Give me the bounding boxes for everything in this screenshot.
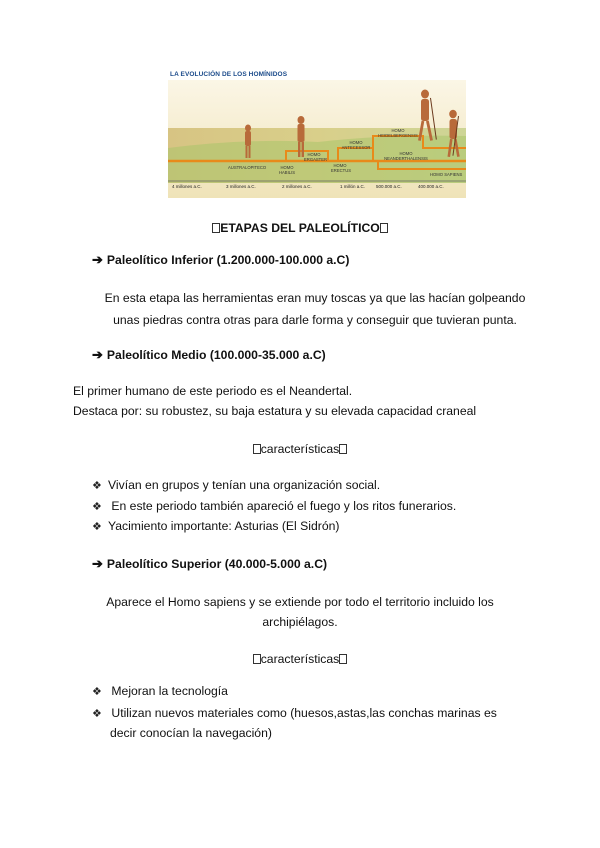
box-glyph-icon: [339, 654, 347, 664]
label-homo-neanderthalensis: HOMO NEANDERTHALENSIS: [384, 151, 428, 161]
superior-subheading: características: [0, 649, 600, 669]
arrow-right-icon: ➔: [92, 347, 103, 362]
diamond-bullet-icon: ❖: [92, 480, 102, 492]
arrow-right-icon: ➔: [92, 556, 103, 571]
superior-bullet-2: ❖ Utilizan nuevos materiales como (huesos,astas,las conchas marinas es: [92, 703, 497, 724]
medio-bullet-3: ❖ Yacimiento importante: Asturias (El Sidrón): [92, 516, 339, 537]
label-homo-habilis: HOMO HABILIS: [278, 165, 296, 175]
tick-4-millones: 4 millones a.C.: [172, 184, 202, 189]
diamond-bullet-icon: ❖: [92, 501, 102, 513]
label-homo-antecessor: HOMO ANTECESSOR: [341, 140, 371, 150]
inferior-paragraph-line2: unas piedras contra otras para darle forma y conseguir que tuvieran punta.: [113, 313, 517, 327]
medio-bullet-2: ❖ En este periodo también apareció el fuego y los ritos funerarios.: [92, 496, 456, 517]
figure-title: LA EVOLUCIÓN DE LOS HOMÍNIDOS: [170, 71, 288, 78]
diamond-bullet-icon: ❖: [92, 708, 102, 720]
inferior-paragraph-line1: En esta etapa las herramientas eran muy toscas ya que las hacían golpeando: [104, 291, 526, 305]
label-australopiteco: AUSTRALOPITECO: [228, 165, 267, 170]
diamond-bullet-icon: ❖: [92, 686, 102, 698]
label-homo-erectus: HOMO ERECTUS: [331, 163, 352, 173]
medio-line2: Destaca por: su robustez, su baja estatura y su elevada capacidad craneal: [73, 404, 477, 418]
label-homo-ergaster: HOMO ERGASTER: [304, 152, 328, 162]
medio-line1: El primer humano de este periodo es el Neandertal.: [73, 384, 353, 398]
arrow-right-icon: ➔: [92, 252, 103, 267]
diamond-bullet-icon: ❖: [92, 521, 102, 533]
label-homo-heidelbergensis: HOMO HEIDELBERGENSIS: [378, 128, 418, 138]
medio-subheading: características: [0, 439, 600, 459]
box-glyph-icon: [253, 444, 261, 454]
superior-paragraph-line1: Aparece el Homo sapiens y se extiende por todo el territorio incluido los: [106, 595, 494, 609]
label-homo-sapiens: HOMO SAPIENS: [430, 172, 463, 177]
tick-1-millon: 1 millón a.C.: [340, 184, 366, 189]
tick-3-millones: 3 millones a.C.: [226, 184, 256, 189]
hominid-evolution-figure: [168, 68, 466, 198]
superior-paragraph-line2: archipiélagos.: [262, 615, 338, 629]
box-glyph-icon: [212, 223, 220, 233]
tick-500000: 500.000 a.C.: [376, 184, 402, 189]
superior-bullet-2-continuation: decir conocían la navegación): [110, 726, 272, 740]
page-heading: ETAPAS DEL PALEOLÍTICO: [0, 218, 600, 238]
superior-bullet-1: ❖ Mejoran la tecnología: [92, 681, 228, 702]
box-glyph-icon: [339, 444, 347, 454]
box-glyph-icon: [380, 223, 388, 233]
section-title-superior: ➔ Paleolítico Superior (40.000-5.000 a.C): [92, 556, 328, 571]
box-glyph-icon: [253, 654, 261, 664]
tick-2-millones: 2 millones a.C.: [282, 184, 312, 189]
section-title-medio: ➔ Paleolítico Medio (100.000-35.000 a.C): [92, 347, 326, 362]
medio-bullet-1: ❖ Vivían en grupos y tenían una organización social.: [92, 475, 380, 496]
tick-400000: 400.000 a.C.: [418, 184, 444, 189]
section-title-inferior: ➔ Paleolítico Inferior (1.200.000-100.000 a.C): [92, 252, 350, 267]
